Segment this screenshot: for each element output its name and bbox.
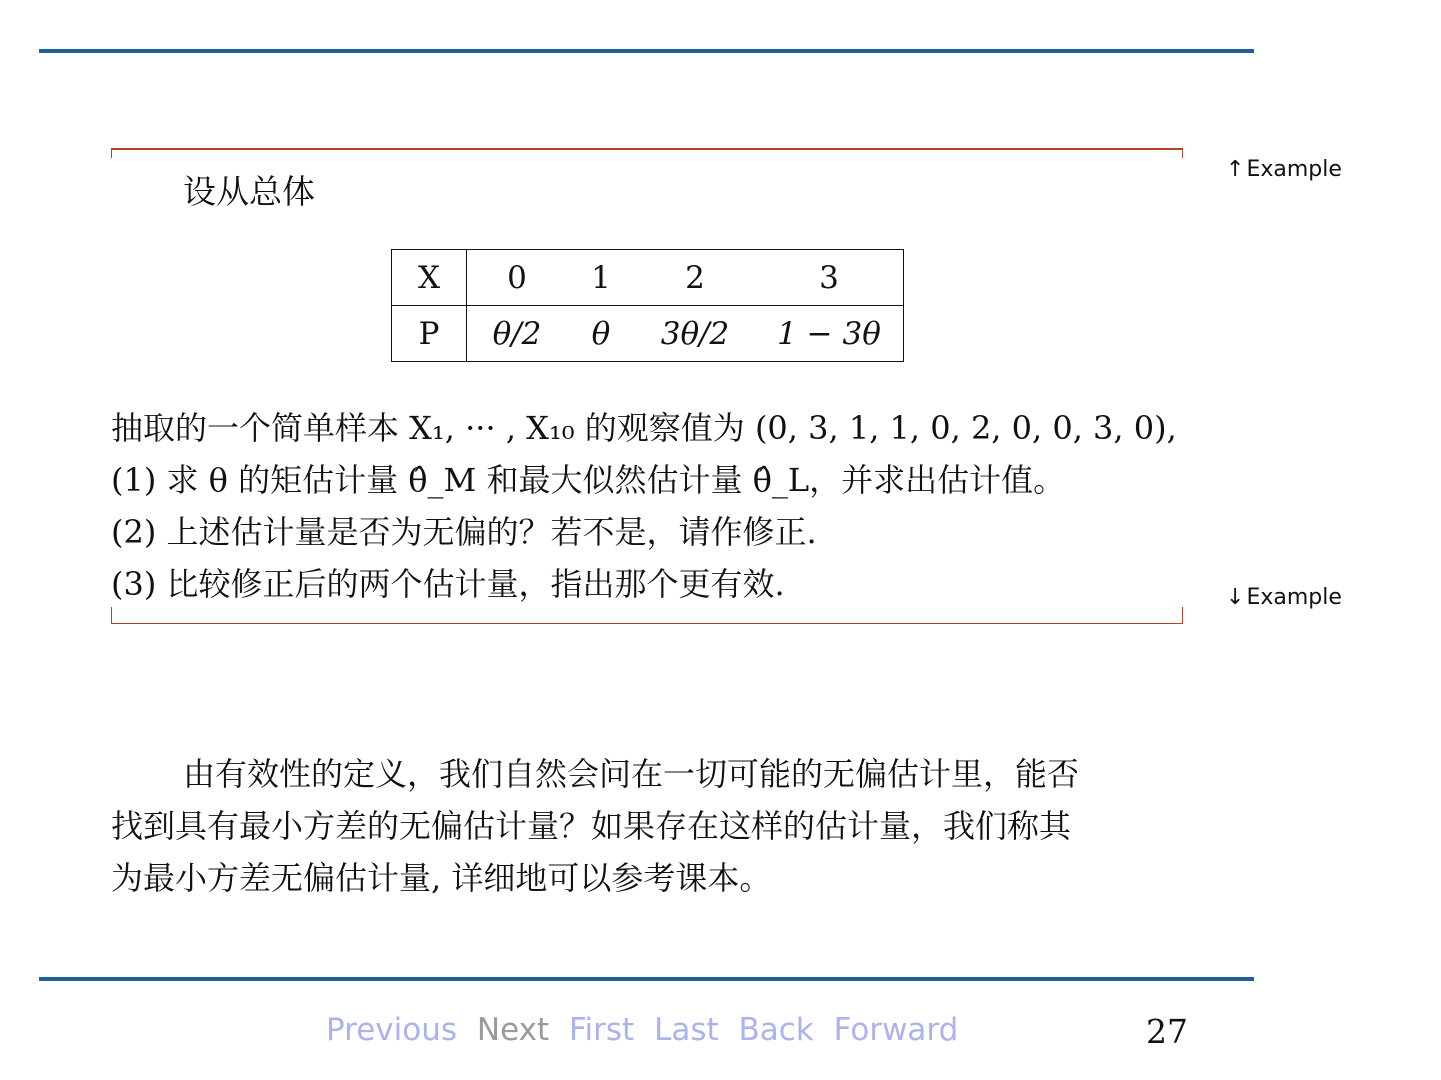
table-cell: θ/2 (492, 315, 542, 352)
intro-text: 设从总体 (183, 172, 315, 211)
problem-line: 抽取的一个简单样本 X₁, ··· , X₁₀ 的观察值为 (0, 3, 1, 1, 0, 2, 0, 0, 3, 0), (111, 409, 1177, 447)
nav-back-link[interactable]: Back (738, 1012, 814, 1048)
problem-line: (2) 上述估计量是否为无偏的？若不是，请作修正. (111, 513, 817, 551)
nav-last-link[interactable]: Last (654, 1012, 719, 1048)
page-number: 27 (1146, 1012, 1188, 1051)
example-start-link[interactable] (1226, 157, 1342, 182)
nav-forward-link[interactable]: Forward (833, 1012, 959, 1048)
down-arrow-icon: ↓ (1226, 585, 1245, 610)
footer-rule (39, 977, 1254, 981)
problem-line: (1) 求 θ 的矩估计量 θ̂_M 和最大似然估计量 θ̂_L，并求出估计值。 (111, 461, 1066, 499)
table-cell: P (392, 306, 467, 362)
distribution-table (391, 249, 904, 362)
table-cell: X (392, 250, 467, 306)
table-cell: 3θ/2 (660, 315, 730, 352)
problem-line: (3) 比较修正后的两个估计量，指出那个更有效. (111, 565, 785, 603)
problem-statement (111, 402, 1177, 610)
table-cell: 1 (567, 250, 635, 306)
example-top-bracket (111, 148, 1183, 158)
table-cell: 2 (635, 250, 755, 306)
nav-previous-link[interactable]: Previous (326, 1012, 458, 1048)
paragraph-line: 为最小方差无偏估计量, 详细地可以参考课本。 (111, 859, 772, 897)
table-row (392, 250, 904, 306)
nav-next-link[interactable]: Next (476, 1012, 550, 1048)
table-cell: 3 (755, 250, 904, 306)
table-cell: θ (591, 315, 611, 352)
table-cell: 0 (467, 250, 568, 306)
up-arrow-icon: ↑ (1226, 157, 1245, 182)
example-start-label: Example (1246, 157, 1342, 182)
nav-first-link[interactable]: First (568, 1012, 635, 1048)
example-end-link[interactable] (1226, 585, 1342, 610)
navigation-bar (326, 1012, 968, 1048)
discussion-paragraph (111, 748, 1183, 904)
paragraph-line: 由有效性的定义，我们自然会问在一切可能的无偏估计里，能否 (183, 755, 1080, 793)
table-row (392, 306, 904, 362)
paragraph-line: 找到具有最小方差的无偏估计量？如果存在这样的估计量，我们称其 (111, 807, 1072, 845)
table-cell: 1 − 3θ (777, 315, 881, 352)
header-rule (39, 49, 1254, 53)
example-end-label: Example (1246, 585, 1342, 610)
